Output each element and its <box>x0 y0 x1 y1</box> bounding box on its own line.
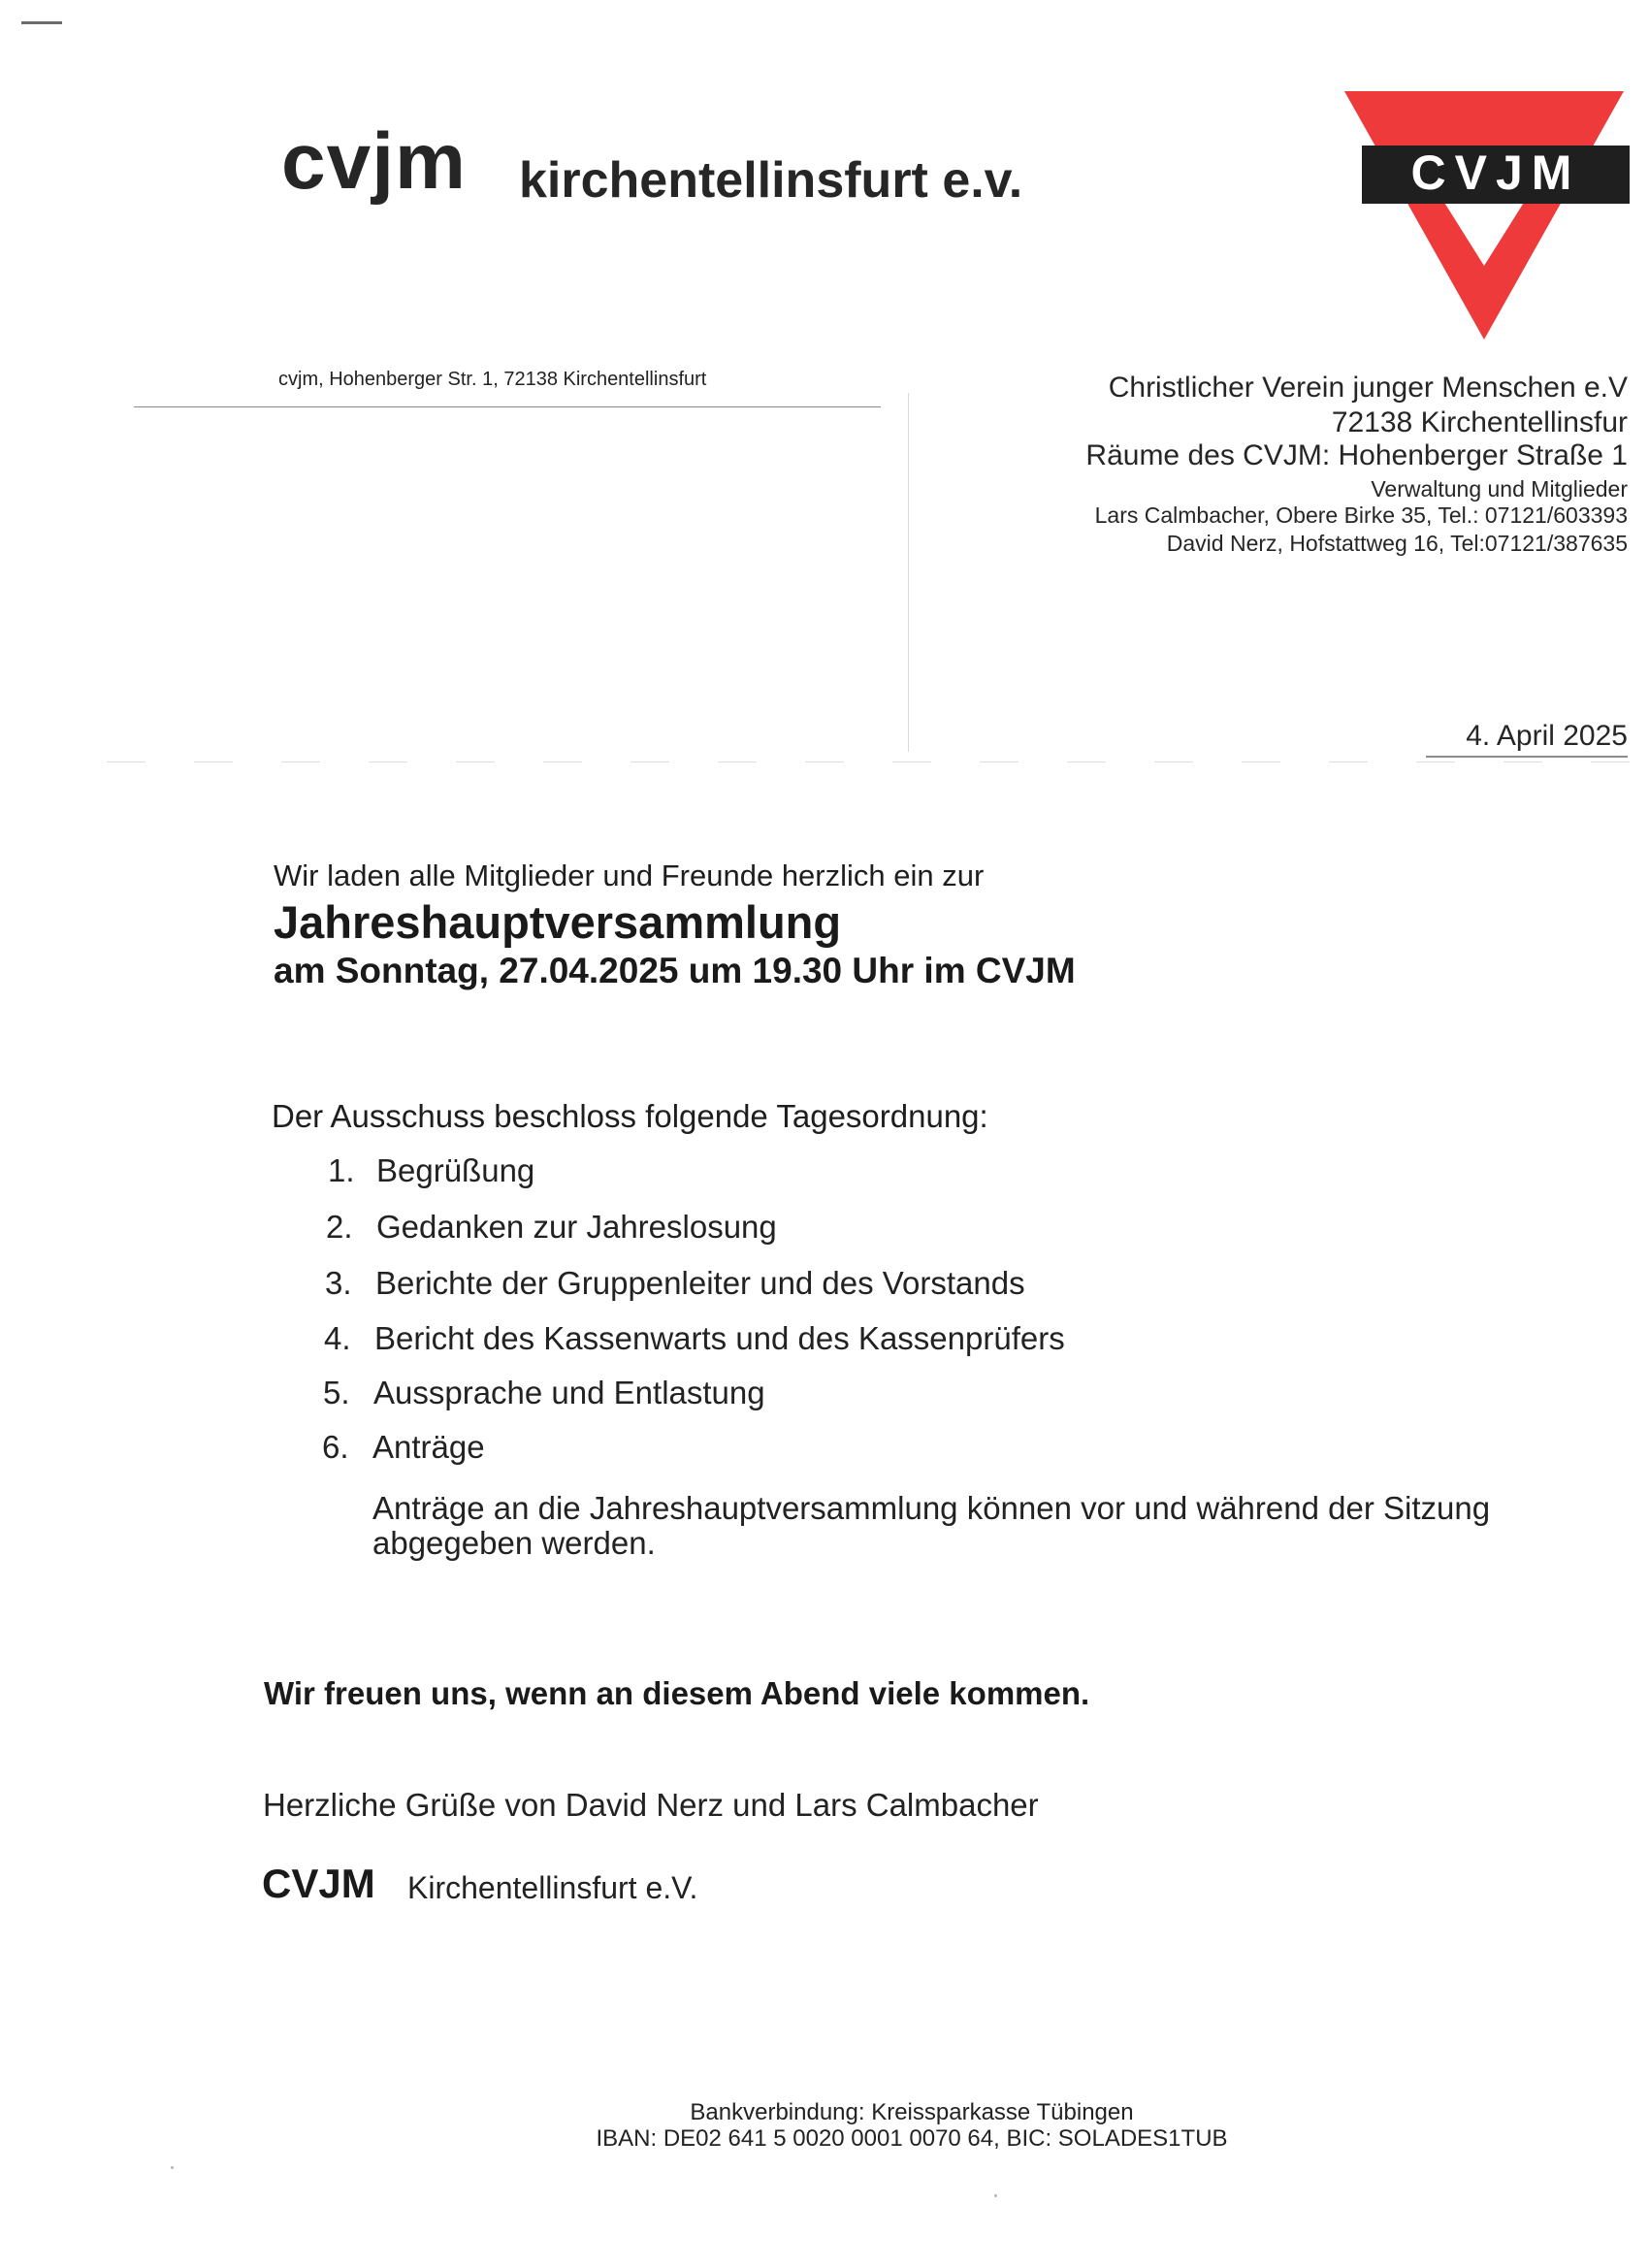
sender-contact-nerz: David Nerz, Hofstattweg 16, Tel:07121/387635 <box>1166 531 1628 556</box>
invitation-intro: Wir laden alle Mitglieder und Freunde herzlich ein zur <box>274 859 985 892</box>
signature-brand: CVJM <box>262 1861 375 1906</box>
agenda-number: 2. <box>326 1209 353 1245</box>
antraege-note: Anträge an die Jahreshauptversammlung können vor und während der Sitzung abgegeben werden. <box>372 1490 1491 1561</box>
cvjm-logo-icon <box>1339 85 1630 347</box>
return-address-rule <box>134 406 881 407</box>
invitation-title: Jahreshauptversammlung <box>274 896 842 948</box>
invitation-when: am Sonntag, 27.04.2025 um 19.30 Uhr im CVJM <box>274 951 1076 990</box>
brand-name: cvjm <box>281 117 467 206</box>
return-address: cvjm, Hohenberger Str. 1, 72138 Kirchentellinsfurt <box>278 369 707 390</box>
agenda-item: Anträge <box>372 1429 485 1465</box>
letter-date: 4. April 2025 <box>1466 720 1628 752</box>
agenda-number: 4. <box>324 1320 351 1356</box>
footer-bank: Bankverbindung: Kreissparkasse Tübingen <box>690 2099 1134 2125</box>
sender-city: 72138 Kirchentellinsfur <box>1331 406 1628 438</box>
greetings: Herzliche Grüße von David Nerz und Lars Calmbacher <box>263 1787 1039 1823</box>
brand-suffix: kirchentellinsfurt e.v. <box>519 152 1023 209</box>
agenda-number: 1. <box>328 1152 355 1188</box>
agenda-item: Aussprache und Entlastung <box>373 1375 765 1410</box>
agenda-number: 5. <box>323 1375 350 1410</box>
agenda-number: 6. <box>322 1429 349 1465</box>
logo-text: CVJM <box>1410 146 1581 200</box>
agenda-item: Bericht des Kassenwarts und des Kassenprüfers <box>374 1320 1065 1356</box>
agenda-item: Begrüßung <box>376 1152 535 1188</box>
signature-place: Kirchentellinsfurt e.V. <box>407 1870 698 1905</box>
agenda-intro: Der Ausschuss beschloss folgende Tagesordnung: <box>272 1098 988 1134</box>
scan-speck <box>171 2166 174 2169</box>
footer-iban: IBAN: DE02 641 5 0020 0001 0070 64, BIC: SOLADES1TUB <box>596 2125 1228 2152</box>
sender-admin-label: Verwaltung und Mitglieder <box>1371 476 1628 502</box>
agenda-item: Berichte der Gruppenleiter und des Vorstands <box>375 1265 1025 1301</box>
sender-rooms: Räume des CVJM: Hohenberger Straße 1 <box>1085 439 1628 471</box>
envelope-window-edge <box>908 393 909 752</box>
closing-statement: Wir freuen uns, wenn an diesem Abend viele kommen. <box>264 1675 1090 1711</box>
agenda-item: Gedanken zur Jahreslosung <box>376 1209 777 1245</box>
sender-contact-calmbacher: Lars Calmbacher, Obere Birke 35, Tel.: 07121/603393 <box>1094 502 1628 528</box>
date-rule <box>1426 756 1628 758</box>
sender-organisation: Christlicher Verein junger Menschen e.V <box>1108 372 1628 404</box>
agenda-number: 3. <box>325 1265 352 1301</box>
scan-speck <box>994 2194 997 2197</box>
fold-line <box>107 761 1630 762</box>
scan-mark <box>21 21 62 24</box>
